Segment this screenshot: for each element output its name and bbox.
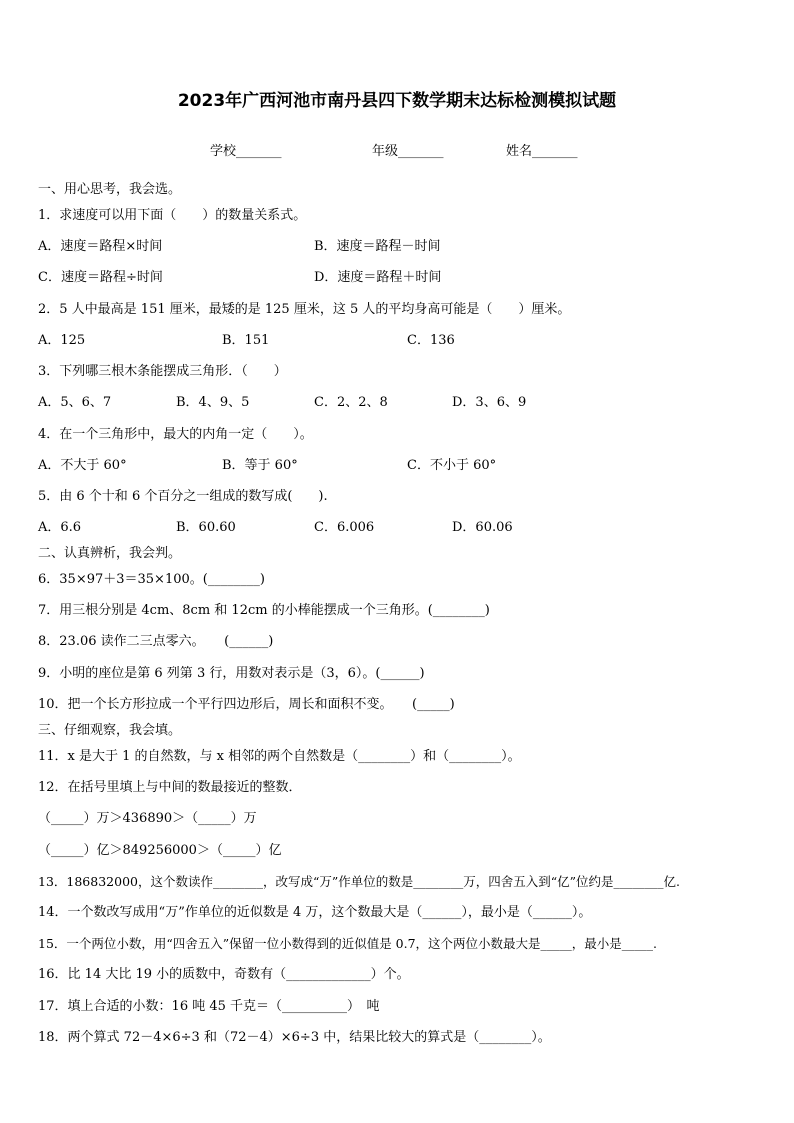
q2-option-b: B．151 xyxy=(222,333,270,348)
q5-option-c: C．6.006 xyxy=(314,520,375,535)
q3-option-b: B．4、9、5 xyxy=(176,395,250,410)
q5-option-a: A．6.6 xyxy=(38,520,82,535)
question-4: 4．在一个三角形中，最大的内角一定（ ）。 xyxy=(38,427,313,442)
question-12-line-2: （_____）亿＞849256000＞（_____）亿 xyxy=(38,843,282,858)
question-15: 15．一个两位小数，用“四舍五入”保留一位小数得到的近似值是 0.7，这个两位小数最大是_____，最小是_____. xyxy=(38,936,658,951)
q3-option-a: A．5、6、7 xyxy=(38,395,112,410)
question-6: 6．35×97＋3＝35×100。(________) xyxy=(38,572,265,587)
page-title: 2023年广西河池市南丹县四下数学期末达标检测模拟试题 xyxy=(177,91,617,111)
question-1: 1．求速度可以用下面（ ）的数量关系式。 xyxy=(38,208,307,223)
q1-option-c: C．速度＝路程÷时间 xyxy=(38,270,163,285)
question-16: 16．比 14 大比 19 小的质数中，奇数有（_____________）个。 xyxy=(38,967,410,982)
q2-option-a: A．125 xyxy=(38,333,86,348)
question-18: 18．两个算式 72－4×6÷3 和（72－4）×6÷3 中，结果比较大的算式是（________）。 xyxy=(38,1030,551,1045)
q4-option-b: B．等于 60° xyxy=(222,458,298,473)
question-14: 14．一个数改写成用“万”作单位的近似数是 4 万，这个数最大是（______），最小是（______）。 xyxy=(38,905,592,920)
q3-option-c: C．2、2、8 xyxy=(314,395,388,410)
q4-option-c: C．不小于 60° xyxy=(407,458,497,473)
section-3-heading: 三、仔细观察，我会填。 xyxy=(38,723,182,738)
grade-field: 年级_______ xyxy=(372,144,444,159)
question-17: 17．填上合适的小数：16 吨 45 千克＝（__________） 吨 xyxy=(38,999,380,1014)
name-field: 姓名_______ xyxy=(506,144,578,159)
school-field: 学校_______ xyxy=(210,144,282,159)
q5-option-b: B．60.60 xyxy=(176,520,236,535)
section-1-heading: 一、用心思考，我会选。 xyxy=(38,182,182,197)
q1-option-d: D．速度＝路程＋时间 xyxy=(314,270,442,285)
q5-option-d: D．60.06 xyxy=(452,520,513,535)
q3-option-d: D．3、6、9 xyxy=(452,395,527,410)
question-11: 11．x 是大于 1 的自然数，与 x 相邻的两个自然数是（________）和（________）。 xyxy=(38,749,521,764)
question-2: 2．5 人中最高是 151 厘米，最矮的是 125 厘米，这 5 人的平均身高可能是（ ）厘米。 xyxy=(38,302,571,317)
q1-option-b: B．速度＝路程－时间 xyxy=(314,239,441,254)
q1-option-a: A．速度＝路程×时间 xyxy=(38,239,163,254)
question-7: 7．用三根分别是 4cm、8cm 和 12cm 的小棒能摆成一个三角形。(________) xyxy=(38,603,490,618)
question-12-line-1: （_____）万＞436890＞（_____）万 xyxy=(38,811,257,826)
question-12: 12．在括号里填上与中间的数最接近的整数． xyxy=(38,780,302,795)
q2-option-c: C．136 xyxy=(407,333,455,348)
question-3: 3．下列哪三根木条能摆成三角形．（ ） xyxy=(38,364,287,379)
question-8: 8．23.06 读作二三点零六。 (______) xyxy=(38,634,274,649)
question-10: 10．把一个长方形拉成一个平行四边形后，周长和面积不变。 (_____) xyxy=(38,697,455,712)
question-5: 5．由 6 个十和 6 个百分之一组成的数写成( ). xyxy=(38,489,328,504)
question-9: 9．小明的座位是第 6 列第 3 行，用数对表示是（3，6）。(______) xyxy=(38,666,425,681)
question-13: 13．186832000，这个数读作________，改写成“万”作单位的数是________万，四舍五入到“亿”位约是________亿. xyxy=(38,874,681,889)
q4-option-a: A．不大于 60° xyxy=(38,458,127,473)
section-2-heading: 二、认真辨析，我会判。 xyxy=(38,546,182,561)
